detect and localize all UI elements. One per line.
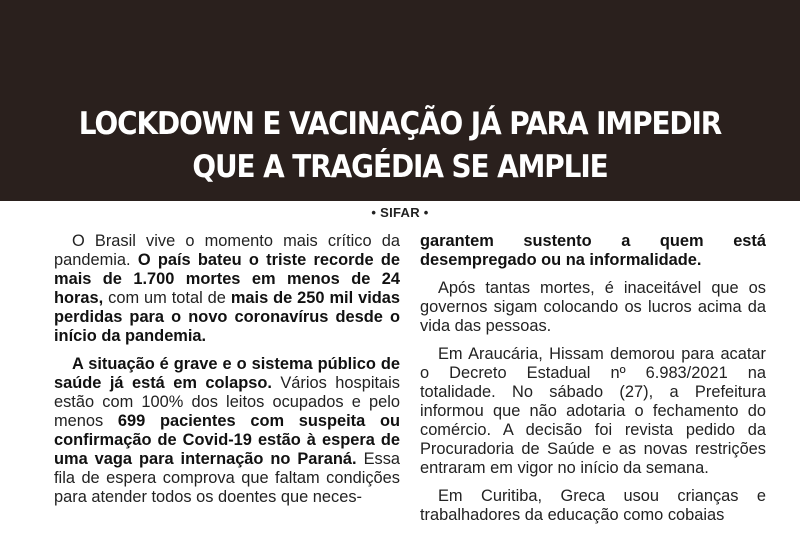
paragraph-bold-text: 699 pacientes com suspeita ou confirmação de Covid-19 estão à espera de uma vaga para internação no Paraná. xyxy=(54,412,400,468)
paragraph-text: com um total de xyxy=(103,289,231,307)
article-column-left xyxy=(54,232,400,545)
article-headline xyxy=(40,103,760,189)
paragraph-text: Em Araucária, Hissam demorou para acatar o Decreto Estadual nº 6.983/2021 na totalidade. No sábado (27), a Prefeitura informou que não adotaria o fechamento do comércio. A decisão foi revista pedido da Procuradoria de Saúde e as novas restrições entraram em vigor no início da semana. xyxy=(420,345,766,477)
paragraph-bold-text: A situação é grave e o sistema público de saúde já está em colapso. xyxy=(54,355,400,392)
paragraph xyxy=(420,345,766,478)
paragraph-text: Essa fila de espera comprova que faltam condições para atender todos os doentes que neces- xyxy=(54,450,400,506)
paragraph-text: Após tantas mortes, é inaceitável que os governos sigam colocando os lucros acima da vida das pessoas. xyxy=(420,279,766,335)
paragraph-bold-text: O país bateu o triste recorde de mais de 1.700 mortes em menos de 24 horas, xyxy=(54,251,400,307)
paragraph xyxy=(420,487,766,525)
paragraph-bold-text: garantem sustento a quem está desempregado ou na informalidade. xyxy=(420,232,766,269)
headline-line-1: LOCKDOWN E VACINAÇÃO JÁ PARA IMPEDIR xyxy=(78,106,722,142)
paragraph-text: Vários hospitais estão com 100% dos leitos ocupados e pelo menos xyxy=(54,374,400,430)
article-byline: • SIFAR • xyxy=(371,205,429,220)
paragraph xyxy=(54,232,400,346)
article-column-right xyxy=(420,232,766,545)
paragraph xyxy=(420,232,766,270)
paragraph-bold-text: mais de 250 mil vidas perdidas para o novo coronavírus desde o início da pandemia. xyxy=(54,289,400,345)
paragraph xyxy=(420,279,766,336)
headline-line-2: QUE A TRAGÉDIA SE AMPLIE xyxy=(192,149,608,185)
paragraph-text: Em Curitiba, Greca usou crianças e trabalhadores da educação como cobaias xyxy=(420,487,766,524)
paragraph xyxy=(54,355,400,507)
paragraph-text: O Brasil vive o momento mais crítico da pandemia. xyxy=(54,232,400,269)
